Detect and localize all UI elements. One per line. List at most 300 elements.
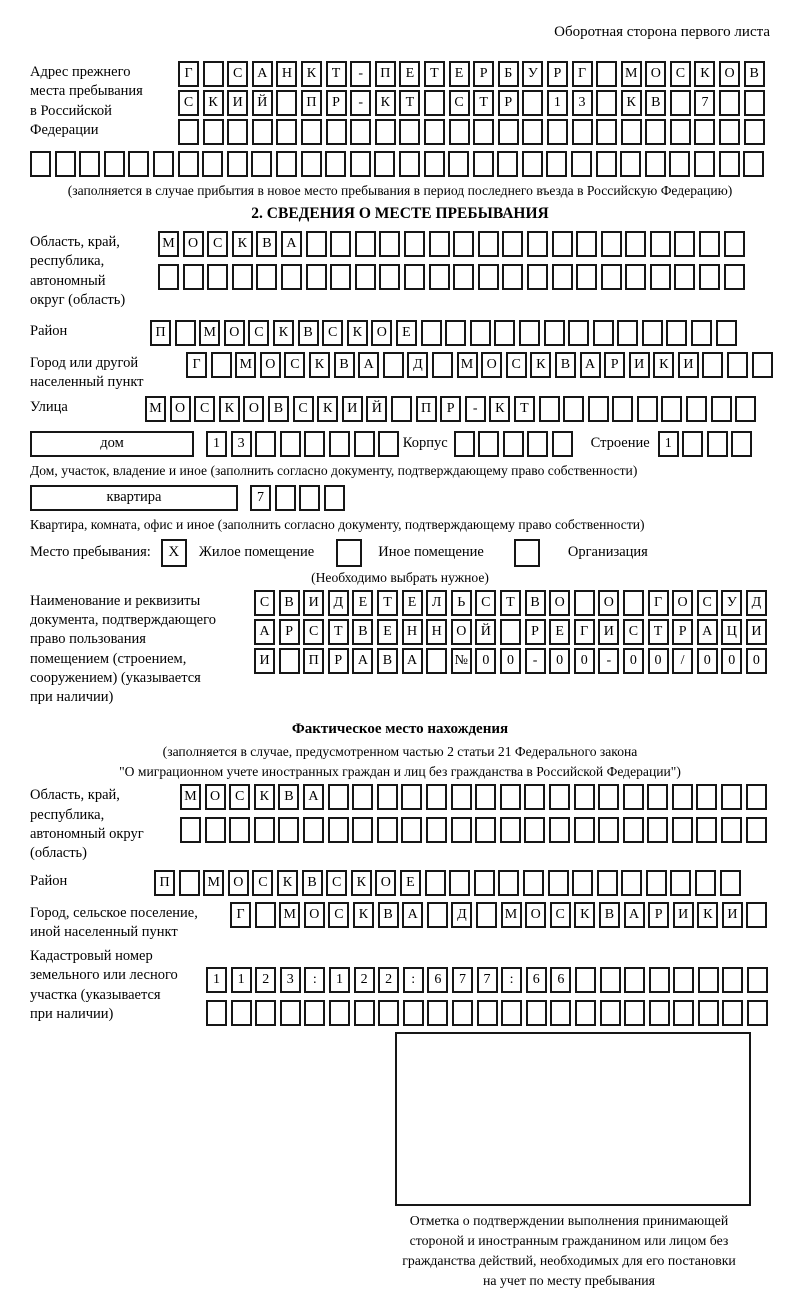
char-cell[interactable]: К bbox=[273, 320, 294, 346]
char-cell[interactable]: К bbox=[254, 784, 275, 810]
char-cell[interactable] bbox=[426, 784, 447, 810]
char-cell[interactable] bbox=[329, 1000, 350, 1026]
char-cell[interactable] bbox=[178, 119, 199, 145]
char-cell[interactable] bbox=[453, 264, 474, 290]
char-cell[interactable] bbox=[645, 119, 666, 145]
char-cell[interactable]: М bbox=[621, 61, 642, 87]
char-cell[interactable] bbox=[211, 352, 232, 378]
char-cell[interactable] bbox=[547, 119, 568, 145]
char-cell[interactable] bbox=[474, 870, 495, 896]
checkbox-other-premises[interactable] bbox=[336, 539, 362, 567]
char-cell[interactable] bbox=[374, 151, 395, 177]
char-cell[interactable] bbox=[752, 352, 773, 378]
char-cell[interactable] bbox=[231, 1000, 252, 1026]
char-cell[interactable]: У bbox=[522, 61, 543, 87]
char-cell[interactable] bbox=[575, 967, 596, 993]
char-cell[interactable] bbox=[596, 119, 617, 145]
char-cell[interactable] bbox=[720, 870, 741, 896]
char-cell[interactable] bbox=[276, 151, 297, 177]
char-cell[interactable]: В bbox=[268, 396, 289, 422]
char-cell[interactable] bbox=[502, 264, 523, 290]
char-cell[interactable]: 0 bbox=[746, 648, 767, 674]
char-cell[interactable] bbox=[722, 967, 743, 993]
char-cell[interactable] bbox=[175, 320, 196, 346]
char-cell[interactable] bbox=[255, 902, 276, 928]
char-cell[interactable] bbox=[304, 1000, 325, 1026]
char-cell[interactable]: С bbox=[229, 784, 250, 810]
char-cell[interactable]: К bbox=[347, 320, 368, 346]
char-cell[interactable] bbox=[352, 817, 373, 843]
char-cell[interactable]: - bbox=[525, 648, 546, 674]
char-cell[interactable] bbox=[328, 817, 349, 843]
char-cell[interactable] bbox=[425, 870, 446, 896]
char-cell[interactable] bbox=[696, 784, 717, 810]
char-cell[interactable] bbox=[682, 431, 703, 457]
char-cell[interactable]: Й bbox=[252, 90, 273, 116]
char-cell[interactable] bbox=[355, 231, 376, 257]
char-cell[interactable]: К bbox=[351, 870, 372, 896]
char-cell[interactable]: 2 bbox=[255, 967, 276, 993]
char-cell[interactable] bbox=[275, 485, 296, 511]
char-cell[interactable] bbox=[519, 320, 540, 346]
char-cell[interactable] bbox=[153, 151, 174, 177]
char-cell[interactable]: М bbox=[180, 784, 201, 810]
char-cell[interactable]: М bbox=[145, 396, 166, 422]
char-cell[interactable] bbox=[500, 784, 521, 810]
char-cell[interactable]: С bbox=[328, 902, 349, 928]
char-cell[interactable]: В bbox=[525, 590, 546, 616]
char-cell[interactable] bbox=[574, 590, 595, 616]
char-cell[interactable] bbox=[650, 231, 671, 257]
char-cell[interactable]: И bbox=[598, 619, 619, 645]
char-cell[interactable] bbox=[427, 902, 448, 928]
char-cell[interactable]: К bbox=[203, 90, 224, 116]
char-cell[interactable] bbox=[326, 119, 347, 145]
char-cell[interactable]: О bbox=[645, 61, 666, 87]
char-cell[interactable] bbox=[524, 784, 545, 810]
char-cell[interactable] bbox=[377, 817, 398, 843]
char-cell[interactable] bbox=[128, 151, 149, 177]
char-cell[interactable]: Р bbox=[525, 619, 546, 645]
char-cell[interactable]: К bbox=[621, 90, 642, 116]
char-cell[interactable]: В bbox=[744, 61, 765, 87]
char-cell[interactable] bbox=[647, 784, 668, 810]
char-cell[interactable] bbox=[158, 264, 179, 290]
char-cell[interactable]: 7 bbox=[250, 485, 271, 511]
char-cell[interactable]: Н bbox=[402, 619, 423, 645]
char-cell[interactable] bbox=[276, 90, 297, 116]
char-cell[interactable] bbox=[354, 431, 375, 457]
char-cell[interactable] bbox=[669, 151, 690, 177]
char-cell[interactable] bbox=[744, 90, 765, 116]
char-cell[interactable]: О bbox=[598, 590, 619, 616]
char-cell[interactable] bbox=[478, 431, 499, 457]
char-cell[interactable] bbox=[522, 119, 543, 145]
char-cell[interactable] bbox=[699, 264, 720, 290]
char-cell[interactable] bbox=[279, 648, 300, 674]
char-cell[interactable] bbox=[600, 967, 621, 993]
char-cell[interactable] bbox=[328, 784, 349, 810]
char-cell[interactable] bbox=[623, 784, 644, 810]
char-cell[interactable] bbox=[625, 264, 646, 290]
char-cell[interactable]: О bbox=[451, 619, 472, 645]
char-cell[interactable]: О bbox=[719, 61, 740, 87]
char-cell[interactable]: А bbox=[624, 902, 645, 928]
char-cell[interactable] bbox=[550, 1000, 571, 1026]
char-cell[interactable]: 1 bbox=[547, 90, 568, 116]
char-cell[interactable]: - bbox=[465, 396, 486, 422]
char-cell[interactable] bbox=[383, 352, 404, 378]
char-cell[interactable]: К bbox=[653, 352, 674, 378]
char-cell[interactable]: П bbox=[301, 90, 322, 116]
char-cell[interactable] bbox=[722, 1000, 743, 1026]
char-cell[interactable] bbox=[427, 1000, 448, 1026]
char-cell[interactable]: Б bbox=[498, 61, 519, 87]
char-cell[interactable] bbox=[424, 90, 445, 116]
char-cell[interactable]: Ц bbox=[721, 619, 742, 645]
char-cell[interactable] bbox=[375, 119, 396, 145]
char-cell[interactable] bbox=[104, 151, 125, 177]
char-cell[interactable]: М bbox=[199, 320, 220, 346]
char-cell[interactable] bbox=[203, 61, 224, 87]
char-cell[interactable] bbox=[620, 151, 641, 177]
char-cell[interactable] bbox=[203, 119, 224, 145]
char-cell[interactable] bbox=[624, 967, 645, 993]
char-cell[interactable]: А bbox=[358, 352, 379, 378]
char-cell[interactable] bbox=[350, 151, 371, 177]
char-cell[interactable]: О bbox=[525, 902, 546, 928]
char-cell[interactable]: К bbox=[694, 61, 715, 87]
char-cell[interactable]: И bbox=[673, 902, 694, 928]
char-cell[interactable]: В bbox=[334, 352, 355, 378]
char-cell[interactable] bbox=[432, 352, 453, 378]
char-cell[interactable] bbox=[280, 1000, 301, 1026]
char-cell[interactable]: - bbox=[350, 61, 371, 87]
char-cell[interactable]: Н bbox=[426, 619, 447, 645]
char-cell[interactable] bbox=[378, 431, 399, 457]
char-cell[interactable]: С bbox=[254, 590, 275, 616]
char-cell[interactable] bbox=[649, 967, 670, 993]
char-cell[interactable]: А bbox=[352, 648, 373, 674]
char-cell[interactable]: К bbox=[697, 902, 718, 928]
char-cell[interactable] bbox=[625, 231, 646, 257]
char-cell[interactable]: О bbox=[224, 320, 245, 346]
char-cell[interactable]: К bbox=[353, 902, 374, 928]
char-cell[interactable]: М bbox=[158, 231, 179, 257]
char-cell[interactable] bbox=[670, 90, 691, 116]
char-cell[interactable] bbox=[719, 90, 740, 116]
char-cell[interactable]: С bbox=[506, 352, 527, 378]
char-cell[interactable] bbox=[227, 119, 248, 145]
char-cell[interactable] bbox=[424, 119, 445, 145]
char-cell[interactable] bbox=[178, 151, 199, 177]
char-cell[interactable] bbox=[735, 396, 756, 422]
char-cell[interactable]: С bbox=[475, 590, 496, 616]
char-cell[interactable] bbox=[670, 119, 691, 145]
char-cell[interactable]: Т bbox=[377, 590, 398, 616]
char-cell[interactable] bbox=[694, 119, 715, 145]
char-cell[interactable] bbox=[255, 431, 276, 457]
char-cell[interactable] bbox=[330, 231, 351, 257]
char-cell[interactable]: 1 bbox=[658, 431, 679, 457]
char-cell[interactable] bbox=[746, 902, 767, 928]
char-cell[interactable]: Е bbox=[400, 870, 421, 896]
char-cell[interactable]: О bbox=[243, 396, 264, 422]
char-cell[interactable]: А bbox=[303, 784, 324, 810]
char-cell[interactable] bbox=[299, 485, 320, 511]
char-cell[interactable] bbox=[637, 396, 658, 422]
char-cell[interactable]: И bbox=[303, 590, 324, 616]
char-cell[interactable] bbox=[478, 231, 499, 257]
char-cell[interactable]: О bbox=[183, 231, 204, 257]
char-cell[interactable]: : bbox=[403, 967, 424, 993]
char-cell[interactable] bbox=[716, 320, 737, 346]
char-cell[interactable]: Т bbox=[326, 61, 347, 87]
char-cell[interactable] bbox=[303, 817, 324, 843]
char-cell[interactable] bbox=[477, 1000, 498, 1026]
char-cell[interactable] bbox=[574, 817, 595, 843]
char-cell[interactable] bbox=[596, 90, 617, 116]
char-cell[interactable] bbox=[702, 352, 723, 378]
char-cell[interactable]: С bbox=[322, 320, 343, 346]
char-cell[interactable]: 6 bbox=[526, 967, 547, 993]
char-cell[interactable]: К bbox=[574, 902, 595, 928]
char-cell[interactable] bbox=[256, 264, 277, 290]
char-cell[interactable]: Г bbox=[230, 902, 251, 928]
char-cell[interactable]: 0 bbox=[721, 648, 742, 674]
char-cell[interactable] bbox=[352, 784, 373, 810]
char-cell[interactable]: 0 bbox=[549, 648, 570, 674]
char-cell[interactable]: Е bbox=[352, 590, 373, 616]
char-cell[interactable] bbox=[497, 151, 518, 177]
char-cell[interactable] bbox=[731, 431, 752, 457]
char-cell[interactable]: 7 bbox=[452, 967, 473, 993]
char-cell[interactable] bbox=[724, 231, 745, 257]
char-cell[interactable] bbox=[429, 264, 450, 290]
char-cell[interactable] bbox=[597, 870, 618, 896]
char-cell[interactable]: Р bbox=[279, 619, 300, 645]
char-cell[interactable]: В bbox=[302, 870, 323, 896]
char-cell[interactable]: : bbox=[304, 967, 325, 993]
char-cell[interactable]: О bbox=[481, 352, 502, 378]
char-cell[interactable]: Т bbox=[399, 90, 420, 116]
char-cell[interactable]: В bbox=[279, 590, 300, 616]
char-cell[interactable] bbox=[524, 817, 545, 843]
char-cell[interactable] bbox=[593, 320, 614, 346]
char-cell[interactable] bbox=[650, 264, 671, 290]
char-cell[interactable] bbox=[304, 431, 325, 457]
char-cell[interactable]: Д bbox=[328, 590, 349, 616]
char-cell[interactable]: В bbox=[278, 784, 299, 810]
char-cell[interactable] bbox=[571, 151, 592, 177]
char-cell[interactable] bbox=[403, 1000, 424, 1026]
char-cell[interactable]: - bbox=[598, 648, 619, 674]
char-cell[interactable] bbox=[600, 1000, 621, 1026]
char-cell[interactable]: С bbox=[293, 396, 314, 422]
char-cell[interactable] bbox=[254, 817, 275, 843]
char-cell[interactable]: К bbox=[277, 870, 298, 896]
char-cell[interactable]: Т bbox=[500, 590, 521, 616]
char-cell[interactable] bbox=[598, 784, 619, 810]
char-cell[interactable] bbox=[588, 396, 609, 422]
char-cell[interactable]: А bbox=[402, 902, 423, 928]
char-cell[interactable]: М bbox=[203, 870, 224, 896]
char-cell[interactable] bbox=[355, 264, 376, 290]
char-cell[interactable] bbox=[424, 151, 445, 177]
char-cell[interactable] bbox=[301, 119, 322, 145]
char-cell[interactable] bbox=[401, 817, 422, 843]
char-cell[interactable] bbox=[621, 870, 642, 896]
char-cell[interactable]: Р bbox=[326, 90, 347, 116]
char-cell[interactable] bbox=[453, 231, 474, 257]
char-cell[interactable] bbox=[623, 817, 644, 843]
char-cell[interactable] bbox=[647, 817, 668, 843]
char-cell[interactable] bbox=[205, 817, 226, 843]
char-cell[interactable] bbox=[449, 119, 470, 145]
char-cell[interactable]: Н bbox=[276, 61, 297, 87]
char-cell[interactable] bbox=[329, 431, 350, 457]
char-cell[interactable]: Г bbox=[574, 619, 595, 645]
char-cell[interactable]: В bbox=[555, 352, 576, 378]
char-cell[interactable]: К bbox=[489, 396, 510, 422]
char-cell[interactable]: № bbox=[451, 648, 472, 674]
char-cell[interactable] bbox=[673, 967, 694, 993]
char-cell[interactable] bbox=[674, 264, 695, 290]
char-cell[interactable]: Л bbox=[426, 590, 447, 616]
char-cell[interactable] bbox=[473, 151, 494, 177]
char-cell[interactable]: П bbox=[303, 648, 324, 674]
char-cell[interactable]: М bbox=[457, 352, 478, 378]
char-cell[interactable]: 7 bbox=[477, 967, 498, 993]
char-cell[interactable]: 2 bbox=[354, 967, 375, 993]
char-cell[interactable]: С bbox=[248, 320, 269, 346]
char-cell[interactable] bbox=[252, 119, 273, 145]
char-cell[interactable] bbox=[549, 817, 570, 843]
char-cell[interactable]: Т bbox=[648, 619, 669, 645]
char-cell[interactable] bbox=[666, 320, 687, 346]
char-cell[interactable] bbox=[574, 784, 595, 810]
char-cell[interactable]: И bbox=[227, 90, 248, 116]
char-cell[interactable] bbox=[476, 902, 497, 928]
char-cell[interactable] bbox=[673, 1000, 694, 1026]
char-cell[interactable]: О bbox=[170, 396, 191, 422]
char-cell[interactable] bbox=[306, 231, 327, 257]
char-cell[interactable] bbox=[698, 967, 719, 993]
char-cell[interactable] bbox=[576, 264, 597, 290]
char-cell[interactable]: 2 bbox=[378, 967, 399, 993]
char-cell[interactable]: Р bbox=[440, 396, 461, 422]
char-cell[interactable] bbox=[500, 619, 521, 645]
char-cell[interactable] bbox=[445, 320, 466, 346]
char-cell[interactable] bbox=[661, 396, 682, 422]
char-cell[interactable] bbox=[399, 119, 420, 145]
char-cell[interactable]: 0 bbox=[500, 648, 521, 674]
char-cell[interactable]: О bbox=[375, 870, 396, 896]
char-cell[interactable] bbox=[379, 231, 400, 257]
char-cell[interactable]: Й bbox=[366, 396, 387, 422]
char-cell[interactable] bbox=[527, 231, 548, 257]
char-cell[interactable] bbox=[429, 231, 450, 257]
char-cell[interactable] bbox=[552, 264, 573, 290]
char-cell[interactable]: П bbox=[150, 320, 171, 346]
char-cell[interactable] bbox=[470, 320, 491, 346]
char-cell[interactable] bbox=[55, 151, 76, 177]
char-cell[interactable]: 3 bbox=[572, 90, 593, 116]
char-cell[interactable] bbox=[494, 320, 515, 346]
char-cell[interactable]: П bbox=[154, 870, 175, 896]
char-cell[interactable]: К bbox=[219, 396, 240, 422]
char-cell[interactable] bbox=[251, 151, 272, 177]
char-cell[interactable]: Р bbox=[648, 902, 669, 928]
char-cell[interactable]: С bbox=[303, 619, 324, 645]
char-cell[interactable] bbox=[523, 870, 544, 896]
char-cell[interactable] bbox=[746, 784, 767, 810]
char-cell[interactable] bbox=[325, 151, 346, 177]
char-cell[interactable]: П bbox=[375, 61, 396, 87]
char-cell[interactable]: Д bbox=[746, 590, 767, 616]
char-cell[interactable] bbox=[576, 231, 597, 257]
char-cell[interactable] bbox=[522, 151, 543, 177]
char-cell[interactable] bbox=[674, 231, 695, 257]
char-cell[interactable] bbox=[691, 320, 712, 346]
char-cell[interactable] bbox=[696, 817, 717, 843]
char-cell[interactable]: А bbox=[281, 231, 302, 257]
char-cell[interactable] bbox=[426, 648, 447, 674]
char-cell[interactable]: И bbox=[746, 619, 767, 645]
char-cell[interactable]: С bbox=[284, 352, 305, 378]
char-cell[interactable]: С bbox=[670, 61, 691, 87]
char-cell[interactable]: И bbox=[254, 648, 275, 674]
char-cell[interactable] bbox=[563, 396, 584, 422]
char-cell[interactable] bbox=[79, 151, 100, 177]
char-cell[interactable] bbox=[452, 1000, 473, 1026]
char-cell[interactable]: Р bbox=[672, 619, 693, 645]
char-cell[interactable] bbox=[686, 396, 707, 422]
char-cell[interactable] bbox=[598, 817, 619, 843]
char-cell[interactable] bbox=[404, 264, 425, 290]
char-cell[interactable]: 0 bbox=[648, 648, 669, 674]
char-cell[interactable]: 3 bbox=[280, 967, 301, 993]
char-cell[interactable]: В bbox=[298, 320, 319, 346]
char-cell[interactable]: С bbox=[326, 870, 347, 896]
char-cell[interactable] bbox=[670, 870, 691, 896]
char-cell[interactable] bbox=[645, 151, 666, 177]
char-cell[interactable] bbox=[672, 817, 693, 843]
char-cell[interactable] bbox=[672, 784, 693, 810]
char-cell[interactable]: О bbox=[549, 590, 570, 616]
char-cell[interactable]: С bbox=[194, 396, 215, 422]
char-cell[interactable] bbox=[552, 431, 573, 457]
char-cell[interactable] bbox=[276, 119, 297, 145]
char-cell[interactable] bbox=[255, 1000, 276, 1026]
char-cell[interactable] bbox=[527, 264, 548, 290]
char-cell[interactable]: В bbox=[377, 648, 398, 674]
char-cell[interactable]: С bbox=[550, 902, 571, 928]
char-cell[interactable] bbox=[30, 151, 51, 177]
char-cell[interactable]: - bbox=[350, 90, 371, 116]
char-cell[interactable]: Е bbox=[399, 61, 420, 87]
char-cell[interactable] bbox=[449, 870, 470, 896]
char-cell[interactable] bbox=[501, 1000, 522, 1026]
char-cell[interactable] bbox=[301, 151, 322, 177]
char-cell[interactable]: К bbox=[317, 396, 338, 422]
char-cell[interactable] bbox=[719, 151, 740, 177]
char-cell[interactable] bbox=[354, 1000, 375, 1026]
char-cell[interactable]: 0 bbox=[574, 648, 595, 674]
char-cell[interactable] bbox=[623, 590, 644, 616]
char-cell[interactable] bbox=[206, 1000, 227, 1026]
char-cell[interactable]: К bbox=[530, 352, 551, 378]
